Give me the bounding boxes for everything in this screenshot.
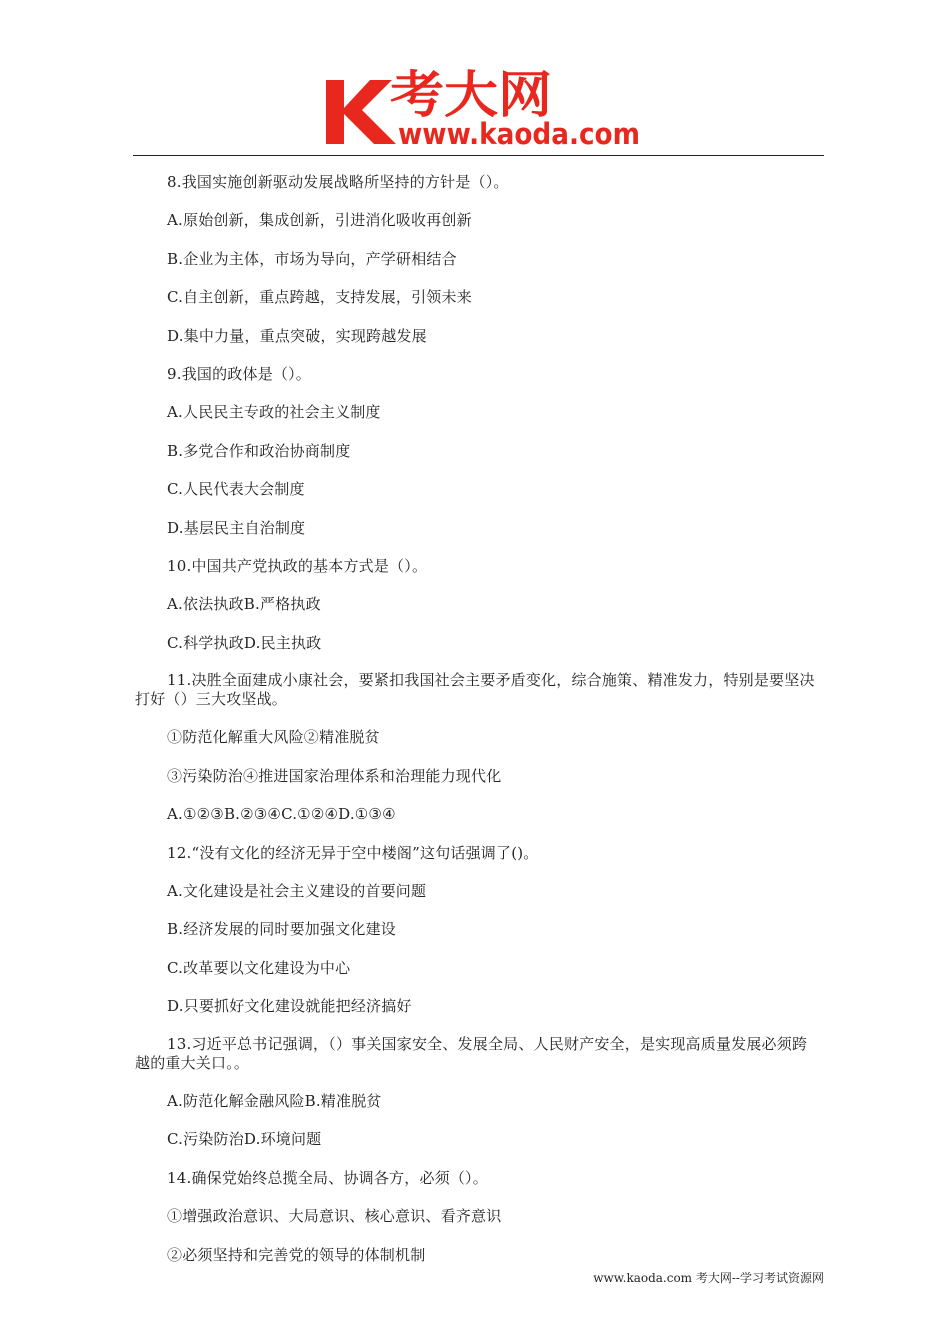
question-9-option-a: A.人民民主专政的社会主义制度 <box>167 403 381 422</box>
question-10-options-ab: A.依法执政B.严格执政 <box>167 595 321 614</box>
kaoda-logo[interactable] <box>318 62 648 148</box>
question-12-stem: 12.“没有文化的经济无异于空中楼阁”这句话强调了()。 <box>167 843 539 862</box>
question-11-options: A.①②③B.②③④C.①②④D.①③④ <box>167 805 396 824</box>
page-footer: www.kaoda.com 考大网--学习考试资源网 <box>593 1271 824 1285</box>
question-8-stem: 8.我国实施创新驱动发展战略所坚持的方针是（）。 <box>167 173 509 191</box>
question-13-options-ab: A.防范化解金融风险B.精准脱贫 <box>167 1091 382 1110</box>
question-14-item-1: ①增强政治意识、大局意识、核心意识、看齐意识 <box>167 1207 502 1226</box>
question-11-items-1-2: ①防范化解重大风险②精准脱贫 <box>167 728 380 747</box>
question-12-option-a: A.文化建设是社会主义建设的首要问题 <box>167 882 427 901</box>
question-8-option-b: B.企业为主体，市场为导向，产学研相结合 <box>167 249 457 268</box>
question-8-option-a: A.原始创新，集成创新，引进消化吸收再创新 <box>167 211 472 230</box>
question-12-option-d: D.只要抓好文化建设就能把经济搞好 <box>167 997 412 1016</box>
question-8-option-d: D.集中力量，重点突破，实现跨越发展 <box>167 326 427 345</box>
question-14-stem: 14.确保党始终总揽全局、协调各方，必须（）。 <box>167 1168 488 1187</box>
question-9-option-d: D.基层民主自治制度 <box>167 518 306 537</box>
page-header <box>0 0 950 156</box>
question-12-option-c: C.改革要以文化建设为中心 <box>167 958 351 977</box>
question-13-options-cd: C.污染防治D.环境问题 <box>167 1130 322 1149</box>
question-11-items-3-4: ③污染防治④推进国家治理体系和治理能力现代化 <box>167 766 502 785</box>
question-13-stem: 13.习近平总书记强调，（）事关国家安全、发展全局、人民财产安全，是实现高质量发展必须跨越的重大关口。。 <box>135 1034 808 1072</box>
question-14-item-2: ②必须坚持和完善党的领导的体制机制 <box>167 1245 426 1264</box>
question-11-stem: 11.决胜全面建成小康社会，要紧扣我国社会主要矛盾变化，综合施策、精准发力，特别是要坚决打好（）三大攻坚战。 <box>135 671 815 709</box>
kaoda-logo-graphic <box>318 62 648 148</box>
header-divider <box>133 155 824 156</box>
question-9-option-b: B.多党合作和政治协商制度 <box>167 441 351 460</box>
question-10-stem: 10.中国共产党执政的基本方式是（）。 <box>167 556 428 575</box>
question-9-stem: 9.我国的政体是（）。 <box>167 364 312 383</box>
logo-chinese-name: 考大网 <box>390 66 552 124</box>
question-12-option-b: B.经济发展的同时要加强文化建设 <box>167 920 396 939</box>
question-list <box>135 172 820 1283</box>
k-mark-icon <box>326 80 396 144</box>
question-9-option-c: C.人民代表大会制度 <box>167 480 305 499</box>
question-8-option-c: C.自主创新，重点跨越，支持发展，引领未来 <box>167 288 472 307</box>
logo-url: www.kaoda.com <box>398 117 640 148</box>
question-10-options-cd: C.科学执政D.民主执政 <box>167 633 322 652</box>
